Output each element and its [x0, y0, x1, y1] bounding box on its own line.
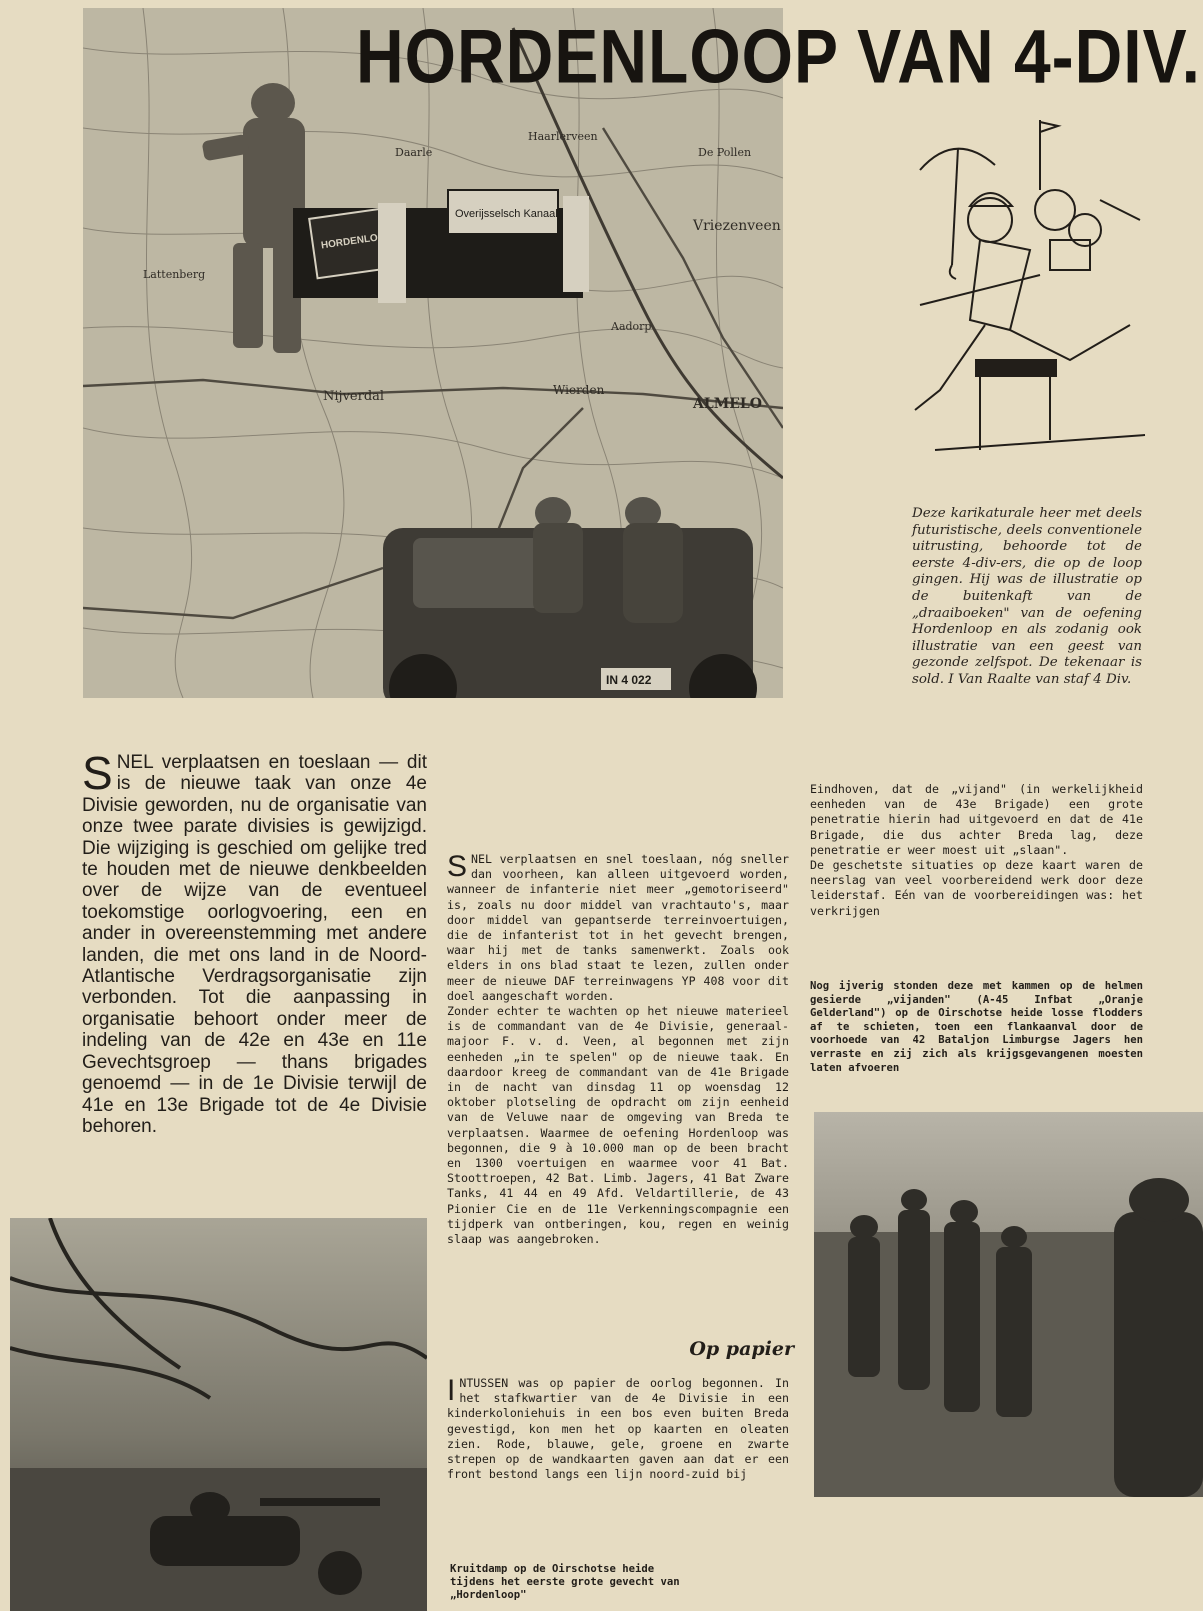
map-place-label: Nijverdal: [323, 389, 385, 404]
map-drawing: [83, 8, 783, 698]
photo-caption-bottom: Kruitdamp op de Oirschotse heide tijdens het eerste grote gevecht van „Hordenloop": [450, 1563, 680, 1601]
paragraph: Eindhoven, dat de „vijand" (in werkelijkheid eenheden van de 43e Brigade) een grote penetratie hierin had uitgevoerd en dat de 41e Brigade, die dus achter Breda lag, deze penetratie er weer moest uit „slaan".: [810, 782, 1143, 857]
photo-machine-gun: [10, 1218, 427, 1611]
map-place-label: Aadorp: [611, 320, 652, 333]
intro-text: NEL verplaatsen en toeslaan — dit is de nieuwe taak van onze 4e Divisie geworden, nu de organisatie van onze twee parate divisies is gewijzigd. Die wijziging is geschied om gelijke tred te houden met de nieuwe denkbeelden over de wijze van de eventueel toekomstige oorlogvoering, een en ander in overeenstemming met andere landen, die met ons land in de Noord-Atlantische Verdragsorganisatie zijn verbonden. Tot die aanpassing in organisatie behoort onder meer de indeling van de 42e en 43e en 11e Gevechtsgroep — thans brigades genoemd — in de 1e Divisie terwijl de 41e en 13e Brigade tot de 4e Divisie behoren.: [82, 752, 427, 1137]
dropcap: S: [82, 747, 113, 799]
map-place-label: ALMELO: [693, 396, 762, 412]
cartoon-illustration: [900, 110, 1170, 480]
photo-machine-gun-drawing: [10, 1218, 427, 1611]
map-place-label: Haarlerveen: [528, 130, 598, 143]
paragraph: NEL verplaatsen en snel toeslaan, nóg sneller dan voorheen, kan alleen uitgevoerd worden, wanneer de infanterie niet meer „gemotoriseerd" is, zoals nu door middel van vrachtauto's, maar door middel van gepantserde terreinvoertuigen, die de infanterist tot in het gevecht brengen, waar hij met de tanks samenwerkt. Zoals ook elders in ons blad staat te lezen, zullen onder meer de nieuwe DAF terreinwagens YP 408 voor dit doel aangeschaft worden.: [447, 852, 789, 1003]
photo-soldiers-drawing: [814, 1112, 1203, 1497]
photo-caption-right: Nog ijverig stonden deze met kammen op de helmen gesierde „vijanden" (A-45 Infbat „Oranje Gelderland") op de Oirschotse heide losse flodders af te schieten, toen een flankaanval door de voorhoede van 42 Bataljon Limburgse Jagers hen verraste en zij zich als krijgsgevangenen moesten laten afvoeren: [810, 980, 1143, 1074]
cartoon-caption: Deze karikaturale heer met deels futuristische, deels conventionele uitrusting, behoorde tot de eerste 4-div-ers, die op de loop gingen. Hij was de illustratie op de buitenkaft van de „draaiboeken" van de oefening Hordenloop en als zodanig ook illustratie van een geest van gezonde zelfspot. De tekenaar is sold. I Van Raalte van staf 4 Div.: [912, 506, 1142, 687]
photo-soldiers-field: [814, 1112, 1203, 1497]
dropcap: S: [447, 850, 468, 883]
paragraph: De geschetste situaties op deze kaart waren de neerslag van veel voorbereidend werk door deze leiderstaf. Eén van de voorbereidingen was: het verkrijgen: [810, 858, 1143, 918]
map-place-label: Vriezenveen: [693, 218, 781, 234]
cartoon-drawing: [900, 110, 1170, 480]
dropcap: I: [447, 1374, 456, 1407]
map-place-label: De Pollen: [698, 146, 752, 159]
map-place-label: Wierden: [553, 383, 605, 397]
map-collage: [83, 8, 783, 698]
paragraph: NTUSSEN was op papier de oorlog begonnen. In het stafkwartier van de 4e Divisie in een kinderkoloniehuis in een bos even buiten Breda gevestigd, kon men het op kaarten en oleaten zien. Rode, blauwe, gele, groene en zwarte strepen op de wandkaarten gaven aan dat er een front bestond langs een lijn noord-zuid bij: [447, 1376, 789, 1482]
paragraph: Zonder echter te wachten op het nieuwe materieel is de commandant van de 4e Divisie, generaal-majoor F. v. d. Veen, al begonnen met zijn eenheden „in te spelen" op de nieuwe taak. En daardoor kreeg de commandant van de 41e Brigade in de nacht van dinsdag 11 op woensdag 12 oktober plotseling de opdracht om zijn eenheid van de Veluwe naar de omgeving van Breda te verplaatsen. Waarmee de oefening Hordenloop was begonnen, die 9 à 10.000 man op de been bracht en 1300 voertuigen en waarmee voor 41 Bat. Stoottroepen, 42 Bat. Limb. Jagers, 41 Bat Zware Tanks, 41 44 en 49 Afd. Veldartillerie, de 43 Pionier Cie en de 11e Verkenningscompagnie een tijdperk van ontberingen, kou, regen en weinig slaap was aangebroken.: [447, 1004, 789, 1247]
page-title: HORDENLOOP VAN 4-DIV.: [356, 13, 1201, 99]
map-place-label: Daarle: [395, 146, 433, 159]
map-place-label: Lattenberg: [143, 268, 206, 281]
canal-sign-text: Overijsselsch Kanaal: [455, 208, 558, 220]
article-column-2-continued: [447, 1376, 789, 1482]
article-column-2: [447, 852, 789, 1247]
article-column-3: [810, 782, 1143, 919]
section-subhead: Op papier: [689, 1338, 794, 1360]
vehicle-plate: IN 4 022: [606, 673, 652, 687]
exercise-sign-text: HORDENLOOP: [320, 230, 393, 252]
article-intro: [82, 747, 427, 1137]
